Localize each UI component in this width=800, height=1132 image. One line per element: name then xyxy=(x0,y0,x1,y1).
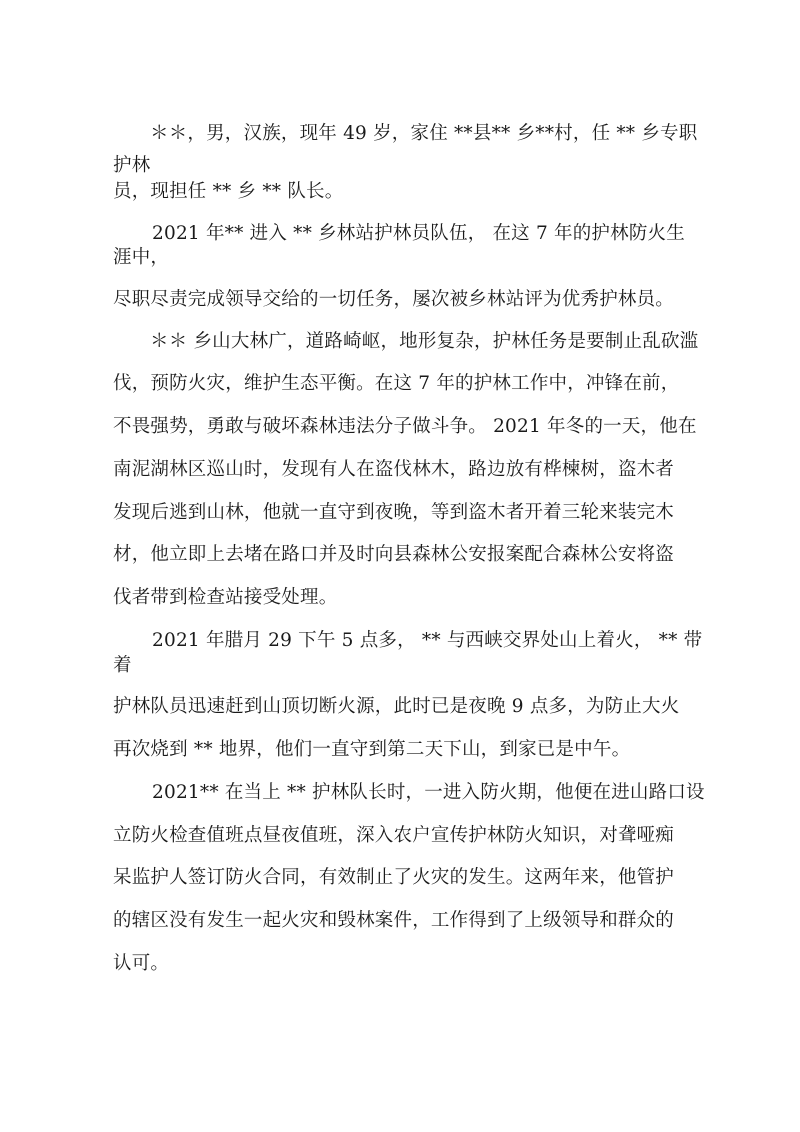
text-line: 2021** 在当上 ** 护林队长时，一进入防火期，他便在进山路口设 xyxy=(152,782,705,803)
text-line: 呆监护人签订防火合同，有效制止了火灾的发生。这两年来，他管护 xyxy=(113,867,675,888)
text-line: 材，他立即上去堵在路口并及时向县森林公安报案配合森林公安将盗 xyxy=(113,544,675,565)
text-line: 2021 年腊月 29 下午 5 点多， ** 与西峡交界处山上着火， ** 带 xyxy=(152,630,703,651)
text-line: 发现后逃到山林，他就一直守到夜晚，等到盗木者开着三轮来装完木 xyxy=(113,502,675,523)
text-line: 尽职尽责完成领导交给的一切任务，屡次被乡林站评为优秀护林员。 xyxy=(113,289,675,310)
text-line: 着 xyxy=(113,655,132,676)
text-line: 不畏强势，勇敢与破坏森林违法分子做斗争。 2021 年冬的一天，他在 xyxy=(113,416,697,437)
text-line: 护林 xyxy=(113,155,151,176)
text-line: 2021 年** 进入 ** 乡林站护林员队伍， 在这 7 年的护林防火生 xyxy=(152,223,685,244)
text-line: 认可。 xyxy=(113,953,170,974)
text-line: 员，现担任 ** 乡 ** 队长。 xyxy=(113,181,344,202)
text-line: 立防火检查值班点昼夜值班，深入农户宣传护林防火知识，对聋哑痴 xyxy=(113,825,675,846)
text-line: 再次烧到 ** 地界，他们一直守到第二天下山，到家已是中午。 xyxy=(113,739,631,760)
text-line: 护林队员迅速赶到山顶切断火源，此时已是夜晚 9 点多，为防止大火 xyxy=(113,696,680,717)
text-line: 伐，预防火灾，维护生态平衡。在这 7 年的护林工作中，冲锋在前， xyxy=(113,373,680,394)
text-line: 伐者带到检查站接受处理。 xyxy=(113,587,338,608)
text-line: 涯中， xyxy=(113,247,170,268)
text-line: 的辖区没有发生一起火灾和毁林案件，工作得到了上级领导和群众的 xyxy=(113,910,675,931)
text-line: ＊＊ 乡山大林广，道路崎岖，地形复杂，护林任务是要制止乱砍滥 xyxy=(150,331,699,352)
text-line: 南泥湖林区巡山时，发现有人在盗伐林木，路边放有桦楝树，盗木者 xyxy=(113,459,675,480)
text-line: ＊＊，男，汉族，现年 49 岁，家住 **县** 乡**村，任 ** 乡专职 xyxy=(150,123,698,144)
